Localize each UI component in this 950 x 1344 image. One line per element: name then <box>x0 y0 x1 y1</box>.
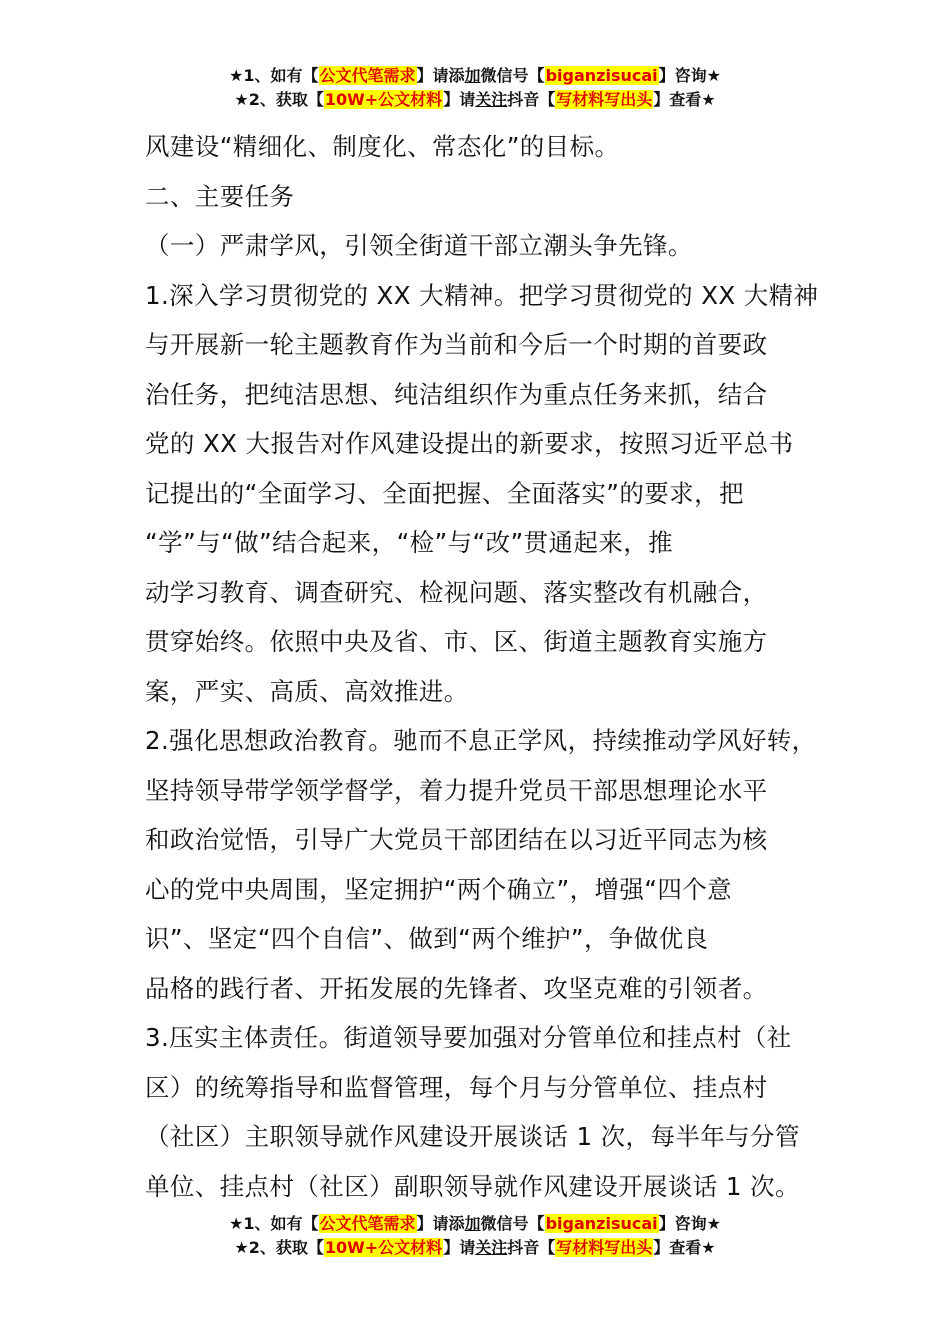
text-line: 记提出的“全面学习、全面把握、全面落实”的要求，把 <box>145 478 744 508</box>
banner-underlined: 加 <box>464 1214 481 1233</box>
banner-text: 抖音【 <box>507 1238 556 1257</box>
banner-line-2 <box>0 1236 950 1260</box>
highlight-materials: 10W+公文材料 <box>324 1238 443 1257</box>
text-line: 2.强化思想政治教育。驰而不息正学风，持续推动学风好转， <box>145 726 817 755</box>
text-line: 风建设“精细化、制度化、常态化”的目标。 <box>145 132 620 161</box>
highlight-douyin-account: 写材料写出头 <box>556 1238 653 1257</box>
banner-text: 】查看★ <box>653 90 716 109</box>
highlight-wechat-id: biganzisucai <box>545 1214 658 1233</box>
text-line: 心的党中央周围，坚定拥护“两个确立”，增强“四个意 <box>145 874 733 904</box>
banner-text: ★1、如有【 <box>229 66 319 85</box>
text-line: 党的 XX 大报告对作风建设提出的新要求，按照习近平总书 <box>145 429 794 458</box>
banner-text: 】请添 <box>416 1214 465 1233</box>
banner-text: 】咨询★ <box>658 1214 721 1233</box>
banner-text: 抖音【 <box>507 90 556 109</box>
text-line: 识”、坚定“四个自信”、做到“两个维护”，争做优良 <box>145 924 709 953</box>
section-heading: 二、主要任务 <box>145 181 295 211</box>
text-line: 区）的统筹指导和监督管理，每个月与分管单位、挂点村 <box>145 1072 768 1102</box>
banner-text: 】请 <box>443 1238 476 1257</box>
banner-text: ★2、获取【 <box>234 90 324 109</box>
text-line: 与开展新一轮主题教育作为当前和今后一个时期的首要政 <box>145 330 768 359</box>
banner-text: 】咨询★ <box>658 66 721 85</box>
text-line: 1.深入学习贯彻党的 XX 大精神。把学习贯彻党的 XX 大精神 <box>145 280 819 310</box>
text-line: 案，严实、高质、高效推进。 <box>145 676 469 706</box>
banner-underlined: 关注 <box>475 90 508 109</box>
banner-text: 】请添 <box>416 66 465 85</box>
text-line: 品格的践行者、开拓发展的先锋者、攻坚克难的引领者。 <box>145 973 768 1003</box>
banner-line-1 <box>0 64 950 88</box>
text-line: （社区）主职领导就作风建设开展谈话 1 次，每半年与分管 <box>145 1122 800 1151</box>
text-line: 单位、挂点村（社区）副职领导就作风建设开展谈话 1 次。 <box>145 1171 800 1201</box>
banner-line-2 <box>0 88 950 112</box>
banner-text: 微信号【 <box>480 66 545 85</box>
text-line: 坚持领导带学领学督学，着力提升党员干部思想理论水平 <box>145 775 768 805</box>
highlight-wechat-id: biganzisucai <box>545 66 658 85</box>
banner-text: 】查看★ <box>653 1238 716 1257</box>
highlight-materials: 10W+公文材料 <box>324 90 443 109</box>
banner-line-1 <box>0 1212 950 1236</box>
subsection-heading: （一）严肃学风，引领全街道干部立潮头争先锋。 <box>145 231 693 260</box>
highlight-douyin-account: 写材料写出头 <box>556 90 653 109</box>
highlight-service: 公文代笔需求 <box>319 1214 416 1233</box>
highlight-service: 公文代笔需求 <box>319 66 416 85</box>
text-line: “学”与“做”结合起来，“检”与“改”贯通起来，推 <box>145 528 674 557</box>
banner-text: 微信号【 <box>480 1214 545 1233</box>
banner-text: ★1、如有【 <box>229 1214 319 1233</box>
banner-underlined: 关注 <box>475 1238 508 1257</box>
text-line: 3.压实主体责任。街道领导要加强对分管单位和挂点村（社 <box>145 1023 792 1052</box>
text-line: 贯穿始终。依照中央及省、市、区、街道主题教育实施方 <box>145 627 768 656</box>
footer-banner <box>0 1212 950 1260</box>
text-line: 和政治觉悟，引导广大党员干部团结在以习近平同志为核 <box>145 825 768 854</box>
text-line: 动学习教育、调查研究、检视问题、落实整改有机融合， <box>145 577 768 607</box>
header-banner <box>0 64 950 112</box>
document-body <box>145 122 835 1211</box>
banner-text: 】请 <box>443 90 476 109</box>
banner-underlined: 加 <box>464 66 481 85</box>
banner-text: ★2、获取【 <box>234 1238 324 1257</box>
text-line: 治任务，把纯洁思想、纯洁组织作为重点任务来抓，结合 <box>145 379 768 409</box>
